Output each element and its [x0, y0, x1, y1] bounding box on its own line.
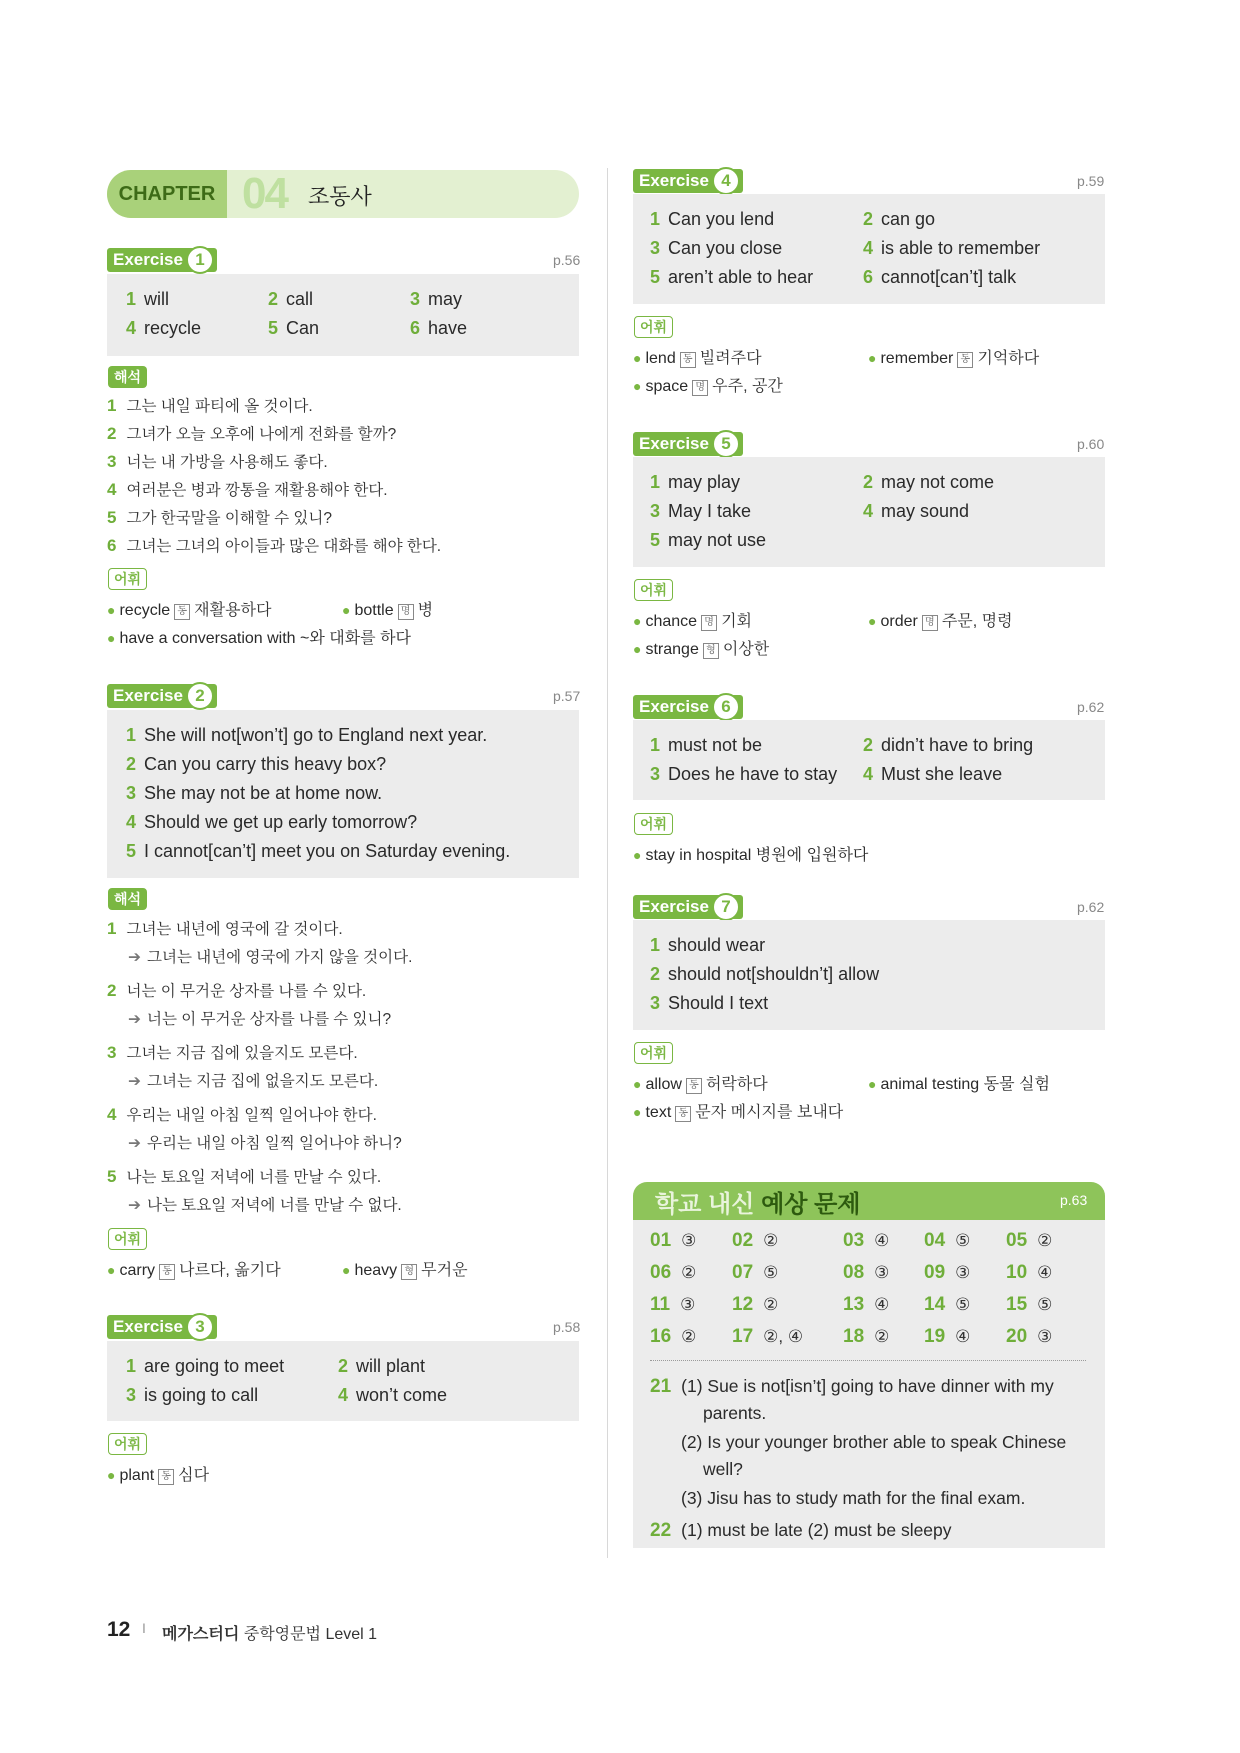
vocab-tag: 어휘 — [634, 579, 673, 601]
answer: 4 may sound — [863, 501, 970, 521]
exam-divider — [650, 1360, 1086, 1361]
arrow-icon: ➔ — [128, 949, 141, 966]
vocab-item: ● order 명 주문, 명령 — [868, 613, 1013, 630]
exercise-5-tag: Exercise — [633, 432, 743, 456]
translation-line: 5 나는 토요일 저녁에 너를 만날 수 있다. — [107, 1167, 382, 1186]
translation-line: ➔ 우리는 내일 아침 일찍 일어나야 하니? — [128, 1135, 402, 1152]
footer-separator: I — [142, 1620, 146, 1636]
vocab-item: ● text 동 문자 메시지를 보내다 — [633, 1104, 844, 1121]
translation-line: ➔ 그녀는 내년에 영국에 가지 않을 것이다. — [128, 949, 413, 966]
answer: 6 cannot[can’t] talk — [863, 267, 1017, 287]
answer: 1 She will not[won’t] go to England next year. — [126, 725, 488, 745]
vocab-item: ● allow 동 허락하다 — [633, 1076, 768, 1093]
answer: 5 I cannot[can’t] meet you on Saturday evening. — [126, 841, 511, 861]
vocab-tag: 어휘 — [108, 568, 147, 590]
exam-answer: 20 ③ — [1006, 1326, 1053, 1347]
vocab-item: ● heavy 형 무거운 — [342, 1262, 468, 1279]
vocab-tag: 어휘 — [634, 316, 673, 338]
exercise-7-tag: Exercise — [633, 895, 743, 919]
exercise-4-page: p.59 — [1077, 173, 1105, 189]
exam-answer: 02 ② — [732, 1230, 779, 1251]
vocab-tag: 어휘 — [634, 1042, 673, 1064]
exam-answer: 16 ② — [650, 1326, 697, 1347]
exam-answer: 18 ② — [843, 1326, 890, 1347]
exercise-6-number: 6 — [712, 693, 740, 721]
answer: 5 may not use — [650, 530, 767, 550]
exam-answer: 01 ③ — [650, 1230, 697, 1251]
exercise-1-page: p.56 — [553, 252, 581, 268]
translation-line: 4 여러분은 병과 깡통을 재활용해야 한다. — [107, 480, 388, 499]
answer: 4 won’t come — [338, 1385, 448, 1405]
exam-q21-part3: (3) Jisu has to study math for the final exam. — [681, 1488, 1026, 1508]
exam-q21-cont: parents. — [703, 1403, 767, 1423]
translation-line: 4 우리는 내일 아침 일찍 일어나야 한다. — [107, 1105, 377, 1124]
chapter-label: CHAPTER — [107, 170, 227, 218]
exercise-6-answer-box — [633, 720, 1105, 800]
answer: 2 should not[shouldn’t] allow — [650, 964, 880, 984]
answer: 1 will — [126, 289, 170, 309]
vocab-item: ● carry 동 나르다, 옮기다 — [107, 1262, 281, 1279]
exercise-2-page: p.57 — [553, 688, 581, 704]
chapter-title: 조동사 — [308, 184, 372, 209]
answer: 3 She may not be at home now. — [126, 783, 383, 803]
exercise-3-number: 3 — [186, 1313, 214, 1341]
vocab-tag: 어휘 — [108, 1228, 147, 1250]
vocab-item: ● stay in hospital 병원에 입원하다 — [633, 847, 869, 864]
answer: 2 can go — [863, 209, 936, 229]
answer: 1 should wear — [650, 935, 766, 955]
exam-answer: 05 ② — [1006, 1230, 1053, 1251]
page-number: 12 — [107, 1618, 131, 1641]
exercise-2-number: 2 — [186, 682, 214, 710]
exercise-5-page: p.60 — [1077, 436, 1105, 452]
translation-line: ➔ 나는 토요일 저녁에 너를 만날 수 없다. — [128, 1197, 402, 1214]
exam-answer: 04 ⑤ — [924, 1230, 971, 1251]
exercise-6-page: p.62 — [1077, 699, 1105, 715]
answer: 4 Should we get up early tomorrow? — [126, 812, 418, 832]
chapter-number: 04 — [242, 169, 287, 218]
answer: 5 aren’t able to hear — [650, 267, 814, 287]
exercise-3-answer-box — [107, 1341, 579, 1421]
answer: 3 Can you close — [650, 238, 783, 258]
vocab-item: ● chance 명 기회 — [633, 613, 752, 630]
arrow-icon: ➔ — [128, 1011, 141, 1028]
exam-q21: 21 (1) Sue is not[isn’t] going to have dinner with my — [650, 1376, 1054, 1397]
exam-title: 학교 내신 예상 문제 — [655, 1191, 861, 1218]
arrow-icon: ➔ — [128, 1073, 141, 1090]
translation-line: 5 그가 한국말을 이해할 수 있니? — [107, 508, 332, 527]
exercise-7-number: 7 — [712, 893, 740, 921]
exam-answer: 08 ③ — [843, 1262, 890, 1283]
exam-answer: 06 ② — [650, 1262, 697, 1283]
vocab-item: ● space 명 우주, 공간 — [633, 378, 783, 395]
book-title: 메가스터디 중학영문법 Level 1 — [162, 1626, 378, 1643]
exam-answer: 15 ⑤ — [1006, 1294, 1053, 1315]
answer: 2 Can you carry this heavy box? — [126, 754, 387, 774]
exercise-2-tag: Exercise — [107, 684, 217, 708]
translation-tag: 해석 — [108, 888, 147, 910]
answer: 2 didn’t have to bring — [863, 735, 1034, 755]
translation-line: 3 너는 내 가방을 사용해도 좋다. — [107, 452, 328, 471]
arrow-icon: ➔ — [128, 1197, 141, 1214]
exercise-3-tag: Exercise — [107, 1315, 217, 1339]
answer: 1 must not be — [650, 735, 763, 755]
answer: 2 call — [268, 289, 314, 309]
exam-answer: 03 ④ — [843, 1230, 890, 1251]
vocab-item: ● recycle 동 재활용하다 — [107, 602, 272, 619]
exam-answer: 14 ⑤ — [924, 1294, 971, 1315]
translation-line: 2 그녀가 오늘 오후에 나에게 전화를 할까? — [107, 424, 397, 443]
answer: 6 have — [410, 318, 468, 338]
translation-line: 6 그녀는 그녀의 아이들과 많은 대화를 해야 한다. — [107, 536, 442, 555]
translation-line: 1 그는 내일 파티에 올 것이다. — [107, 396, 313, 415]
exam-q22: 22 (1) must be late (2) must be sleepy — [650, 1520, 952, 1541]
exercise-4-tag: Exercise — [633, 169, 743, 193]
vocab-item: ● bottle 명 병 — [342, 602, 434, 619]
exercise-1-answer-box — [107, 274, 579, 356]
exam-answer: 17 ②, ④ — [732, 1326, 804, 1347]
translation-line: 2 너는 이 무거운 상자를 나를 수 있다. — [107, 981, 367, 1000]
vocab-tag: 어휘 — [108, 1433, 147, 1455]
answer: 5 Can — [268, 318, 320, 338]
exam-q21-part2: (2) Is your younger brother able to speak Chinese — [681, 1432, 1067, 1452]
answer: 4 is able to remember — [863, 238, 1041, 258]
answer: 1 Can you lend — [650, 209, 775, 229]
translation-line: ➔ 너는 이 무거운 상자를 나를 수 있니? — [128, 1011, 392, 1028]
exercise-1-number: 1 — [186, 246, 214, 274]
arrow-icon: ➔ — [128, 1135, 141, 1152]
answer: 4 Must she leave — [863, 764, 1003, 784]
translation-line: ➔ 그녀는 지금 집에 없을지도 모른다. — [128, 1073, 379, 1090]
exercise-7-page: p.62 — [1077, 899, 1105, 915]
answer: 2 may not come — [863, 472, 995, 492]
exam-page: p.63 — [1060, 1192, 1088, 1208]
vocab-item: ● strange 형 이상한 — [633, 641, 770, 658]
translation-line: 1 그녀는 내년에 영국에 갈 것이다. — [107, 919, 343, 938]
answer: 3 May I take — [650, 501, 752, 521]
answer: 3 Should I text — [650, 993, 769, 1013]
exercise-5-number: 5 — [712, 430, 740, 458]
vocab-item: ● plant 동 심다 — [107, 1467, 210, 1484]
translation-line: 3 그녀는 지금 집에 있을지도 모른다. — [107, 1043, 358, 1062]
exam-answer: 11 ③ — [650, 1294, 696, 1315]
exam-answer: 19 ④ — [924, 1326, 971, 1347]
vocab-item: ● remember 동 기억하다 — [868, 350, 1040, 367]
exercise-3-page: p.58 — [553, 1319, 581, 1335]
answer: 1 may play — [650, 472, 741, 492]
exercise-4-number: 4 — [712, 167, 740, 195]
answer: 3 is going to call — [126, 1385, 259, 1405]
vocab-item: ● have a conversation with ~와 대화를 하다 — [107, 630, 411, 647]
exercise-6-tag: Exercise — [633, 695, 743, 719]
answer: 3 may — [410, 289, 463, 309]
column-divider — [607, 168, 608, 1558]
exam-answer: 10 ④ — [1006, 1262, 1053, 1283]
translation-tag: 해석 — [108, 366, 147, 388]
exam-answer: 09 ③ — [924, 1262, 971, 1283]
vocab-item: ● lend 동 빌려주다 — [633, 350, 762, 367]
exam-answer: 07 ⑤ — [732, 1262, 779, 1283]
exam-answer: 12 ② — [732, 1294, 779, 1315]
answer: 1 are going to meet — [126, 1356, 285, 1376]
answer: 2 will plant — [338, 1356, 426, 1376]
exercise-1-tag: Exercise — [107, 248, 217, 272]
exam-answer: 13 ④ — [843, 1294, 890, 1315]
vocab-item: ● animal testing 동물 실험 — [868, 1076, 1050, 1093]
answer: 3 Does he have to stay — [650, 764, 838, 784]
exam-q21-cont: well? — [703, 1459, 743, 1479]
answer: 4 recycle — [126, 318, 202, 338]
vocab-tag: 어휘 — [634, 813, 673, 835]
